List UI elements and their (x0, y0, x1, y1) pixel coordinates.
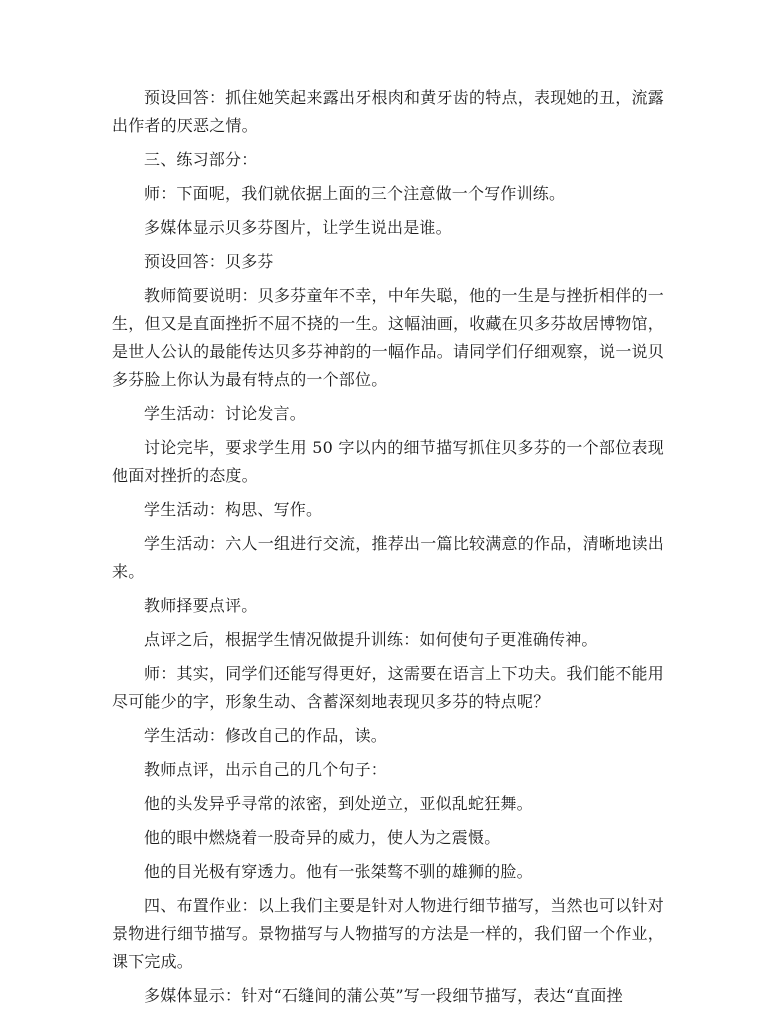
paragraph-writing-task: 讨论完毕，要求学生用 50 字以内的细节描写抓住贝多芬的一个部位表现他面对挫折的态度。 (112, 438, 664, 485)
section-heading-practice: 三、练习部分： (144, 150, 258, 169)
paragraph-media-homework: 多媒体显示：针对“石缝间的蒲公英”写一段细节描写，表达“直面挫 (144, 986, 623, 1005)
paragraph-upgrade-training: 点评之后，根据学生情况做提升训练：如何使句子更准确传神。 (144, 630, 598, 649)
paragraph-student-discuss: 学生活动：讨论发言。 (144, 404, 307, 423)
paragraph-answer-2: 预设回答：贝多芬 (144, 252, 274, 271)
paragraph-student-revise: 学生活动：修改自己的作品，读。 (144, 726, 388, 745)
paragraph-teacher-comment: 教师择要点评。 (144, 596, 258, 615)
paragraph-teacher-explain: 教师简要说明：贝多芬童年不幸，中年失聪，他的一生是与挫折相伴的一生，但又是直面挫折不屈不挠的一生。这幅油画，收藏在贝多芬故居博物馆，是世人公认的最能传达贝多芬神韵的一幅作品。请同学们仔细观察，说一说贝多芬脸上你认为最有特点的一个部位。 (112, 286, 664, 389)
paragraph-student-write: 学生活动：构思、写作。 (144, 500, 323, 519)
paragraph-teacher-challenge: 师：其实，同学们还能写得更好，这需要在语言上下功夫。我们能不能用尽可能少的字，形象生动、含蓄深刻地表现贝多芬的特点呢？ (112, 664, 664, 711)
paragraph-teacher-examples: 教师点评，出示自己的几个句子： (144, 760, 388, 779)
paragraph-media-show: 多媒体显示贝多芬图片，让学生说出是谁。 (144, 218, 452, 237)
section-homework: 四、布置作业：以上我们主要是针对人物进行细节描写，当然也可以针对景物进行细节描写。景物描写与人物描写的方法是一样的，我们留一个作业，课下完成。 (112, 896, 664, 971)
paragraph-answer-1: 预设回答：抓住她笑起来露出牙根肉和黄牙齿的特点，表现她的丑，流露出作者的厌恶之情。 (112, 88, 664, 135)
example-sentence-2: 他的眼中燃烧着一股奇异的威力，使人为之震慑。 (144, 828, 501, 847)
example-sentence-1: 他的头发异乎寻常的浓密，到处逆立，亚似乱蛇狂舞。 (144, 794, 533, 813)
document-body (112, 84, 664, 1016)
paragraph-teacher-intro: 师：下面呢，我们就依据上面的三个注意做一个写作训练。 (144, 184, 566, 203)
paragraph-student-share: 学生活动：六人一组进行交流，推荐出一篇比较满意的作品，清晰地读出来。 (112, 534, 664, 581)
example-sentence-3: 他的目光极有穿透力。他有一张桀骜不驯的雄狮的脸。 (144, 862, 533, 881)
